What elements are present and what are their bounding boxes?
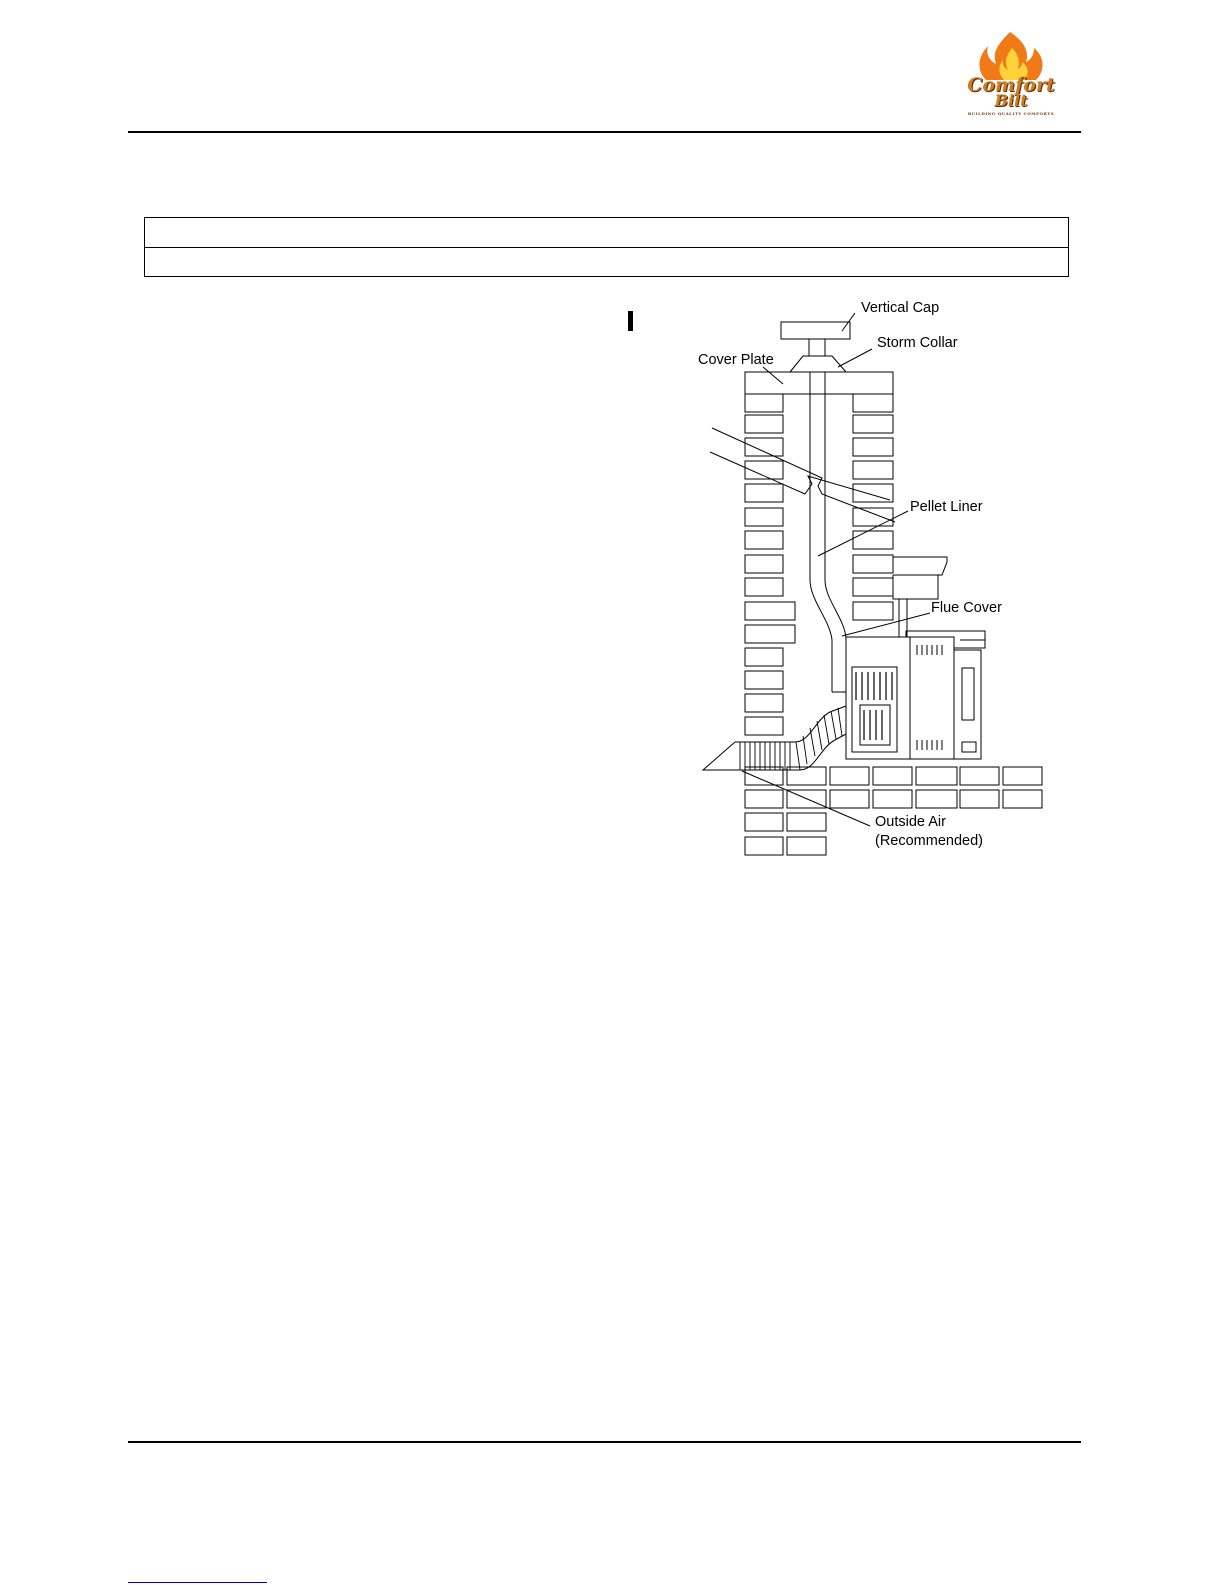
outside-air-duct bbox=[703, 706, 846, 770]
header-rule bbox=[128, 131, 1081, 133]
pellet-liner-shape bbox=[810, 372, 846, 692]
table-row bbox=[145, 247, 1068, 276]
pellet-stove bbox=[846, 631, 985, 759]
logo-word-bilt: Bilt bbox=[994, 91, 1028, 110]
label-outside-air: Outside Air bbox=[875, 814, 946, 830]
chimney-installation-diagram bbox=[690, 290, 1060, 870]
cover-plate-shape bbox=[745, 372, 893, 394]
vertical-cap-shape bbox=[781, 322, 850, 339]
mantle-shelf bbox=[893, 557, 947, 599]
brand-logo bbox=[958, 30, 1064, 118]
footer-rule bbox=[128, 1441, 1081, 1443]
table-row bbox=[145, 218, 1068, 247]
label-vertical-cap: Vertical Cap bbox=[861, 300, 940, 316]
storm-collar-shape bbox=[790, 356, 846, 372]
logo-tagline: BUILDING QUALITY COMFORTS bbox=[967, 111, 1055, 116]
logo-word-comfort: Comfort bbox=[967, 74, 1055, 96]
label-flue-cover: Flue Cover bbox=[931, 600, 1002, 616]
label-storm-collar: Storm Collar bbox=[877, 335, 958, 351]
text-cursor-mark bbox=[628, 311, 633, 331]
label-outside-air-recommended: (Recommended) bbox=[875, 833, 983, 849]
label-pellet-liner: Pellet Liner bbox=[910, 499, 983, 515]
empty-table bbox=[144, 217, 1069, 277]
footer-link-underline[interactable] bbox=[128, 1582, 267, 1583]
right-chimney-bricks bbox=[853, 394, 893, 620]
cap-pipe bbox=[809, 339, 825, 356]
left-chimney-bricks bbox=[745, 394, 795, 735]
label-cover-plate: Cover Plate bbox=[698, 352, 774, 368]
